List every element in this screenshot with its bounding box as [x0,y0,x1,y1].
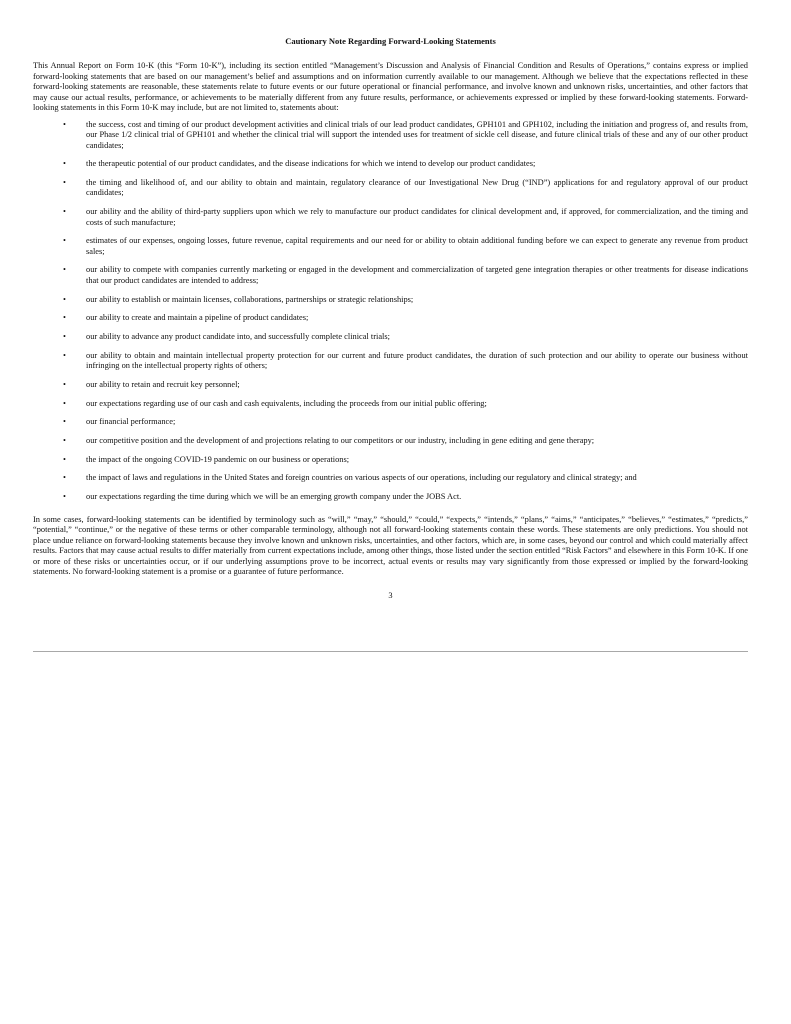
list-item-text: our ability to advance any product candidate into, and successfully complete clinical trials; [86,332,390,341]
intro-paragraph: This Annual Report on Form 10-K (this “Form 10-K”), including its section entitled “Management’s Discussion and Analysis of Financial Condition and Results of Operations,” contains express or implied forward-looking statements that are based on our management’s belief and assumptions and on information currently available to our management. Although we believe that the expectations reflected in these forward-looking statements are reasonable, these statements relate to future events or our future operational or financial performance, and involve known and unknown risks, uncertainties, and other factors that may cause our actual results, performance, or achievements to be materially different from any future results, performance, or achievements expressed or implied by these forward-looking statements. Forward-looking statements in this Form 10-K may include, but are not limited to, statements about: [33,61,748,112]
bullet-icon: • [63,236,66,246]
list-item [33,380,748,391]
list-item-text: our ability to establish or maintain licenses, collaborations, partnerships or strategic relationships; [86,294,414,304]
list-item [33,295,748,306]
list-item [33,265,748,286]
bullet-icon: • [63,398,66,408]
bullet-icon: • [63,119,66,129]
list-item [33,159,748,170]
bullet-icon: • [63,159,66,169]
list-item-text: the timing and likelihood of, and our ability to obtain and maintain, regulatory clearance of our Investigational New Drug (“IND”) applications for and regulatory approval of our product candidates; [86,177,748,198]
list-item-text: our ability to create and maintain a pipeline of product candidates; [86,313,309,323]
bullet-icon: • [63,379,66,389]
list-item [33,178,748,199]
list-item-text: our financial performance; [86,417,176,427]
list-item [33,473,748,484]
page-number: 3 [388,590,393,600]
list-item [33,236,748,257]
list-item [33,207,748,228]
list-item-text: our expectations regarding the time during which we will be an emerging growth company under the JOBS Act. [86,492,462,501]
bullet-icon: • [63,177,66,187]
list-item-text: the impact of the ongoing COVID-19 pandemic on our business or operations; [86,454,350,464]
list-item [33,351,748,372]
list-item [33,332,748,343]
list-item-text: our expectations regarding use of our cash and cash equivalents, including the proceeds from our initial public offering; [86,398,487,408]
bullet-icon: • [63,332,66,341]
list-item [33,492,748,503]
list-item-text: the success, cost and timing of our product development activities and clinical trials of our lead product candidates, GPH101 and GPH102, including the initiation and progress of, and results from, our Phase 1/2 clinical trial of GPH101 and whether the clinical trial will support the intended uses for treatment of sickle cell disease, and future clinical trials of these and any of our other product candidates; [86,119,748,150]
list-item [33,417,748,428]
list-item [33,455,748,466]
list-item-text: the impact of laws and regulations in the United States and foreign countries on various aspects of our operations, including our regulatory and clinical strategy; and [86,473,637,483]
bullet-icon: • [63,417,66,427]
bullet-icon: • [63,473,66,483]
document-page [33,36,748,601]
list-item-text: estimates of our expenses, ongoing losses, future revenue, capital requirements and our need for or ability to obtain additional funding before we can expect to generate any revenue from product sales; [86,236,748,256]
list-item [33,436,748,447]
bullet-icon: • [63,294,66,304]
page-divider [33,651,748,652]
bullet-icon: • [63,207,66,217]
section-title: Cautionary Note Regarding Forward-Looking Statements [285,36,496,46]
list-item-text: our competitive position and the development of and projections relating to our competitors or our industry, including in gene editing and gene therapy; [86,435,595,445]
list-item-text: our ability to retain and recruit key personnel; [86,379,240,389]
list-item [33,313,748,324]
bullet-icon: • [63,265,66,275]
bullet-icon: • [63,435,66,445]
list-item [33,399,748,410]
list-item-text: our ability to obtain and maintain intellectual property protection for our current and future product candidates, the duration of such protection and our ability to operate our business without infringing on the intellectual property rights of others; [86,350,748,371]
list-item-text: our ability to compete with companies currently marketing or engaged in the development and commercialization of targeted gene integration therapies or other treatments for disease indications that our product candidates are intended to address; [86,265,748,285]
list-item-text: our ability and the ability of third-party suppliers upon which we rely to manufacture our product candidates for clinical development and, if approved, for commercialization, and the timing and costs of such manufacture; [86,207,748,227]
bullet-icon: • [63,454,66,464]
bullet-icon: • [63,313,66,323]
list-item-text: the therapeutic potential of our product candidates, and the disease indications for which we intend to develop our product candidates; [86,159,536,169]
forward-looking-statements-list [33,120,748,503]
list-item [33,120,748,152]
closing-paragraph: In some cases, forward-looking statements can be identified by terminology such as “will,” “may,” “should,” “could,” “expects,” “intends,” “plans,” “aims,” “anticipates,” “believes,” “estimates,” “predicts,” “potential,” “continue,” or the negative of these terms or other comparable terminology, although not all forward-looking statements contain these words. These statements are only predictions. You should not place undue reliance on forward-looking statements because they involve known and unknown risks, uncertainties, and other factors, which are, in some cases, beyond our control and which could materially affect results. Factors that may cause actual results to differ materially from current expectations include, among other things, those listed under the section entitled “Risk Factors” and elsewhere in this Form 10-K. If one or more of these risks or uncertainties occur, or if our underlying assumptions prove to be incorrect, actual events or results may vary significantly from those expressed or implied by the forward-looking statements. No forward-looking statement is a promise or a guarantee of future performance. [33,514,748,576]
bullet-icon: • [63,492,66,501]
bullet-icon: • [63,350,66,360]
